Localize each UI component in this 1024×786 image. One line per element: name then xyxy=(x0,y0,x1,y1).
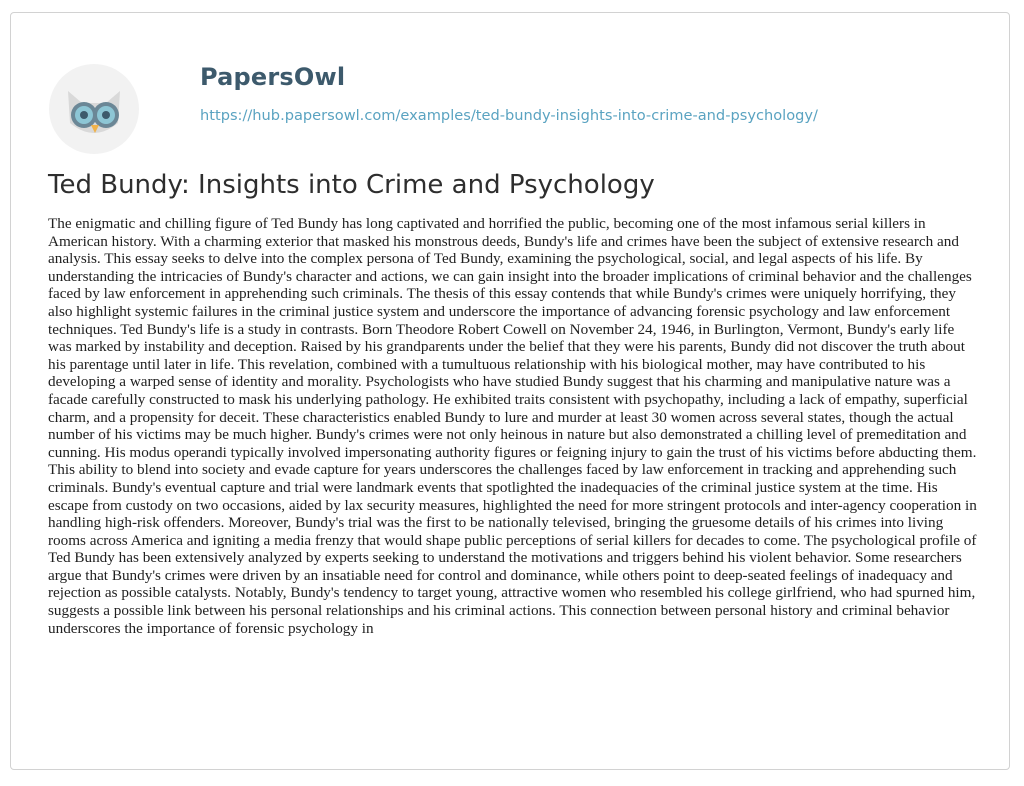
essay-body: The enigmatic and chilling figure of Ted Bundy has long captivated and horrified the public, becoming one of the most infamous serial killers in American history. With a charming exterior that masked his monstrous deeds, Bundy's life and crimes have been the subject of extensive research and analysis. This essay seeks to delve into the complex persona of Ted Bundy, examining the psychological, social, and legal aspects of his life. By understanding the intricacies of Bundy's character and actions, we can gain insight into the broader implications of criminal behavior and the challenges faced by law enforcement in apprehending such criminals. The thesis of this essay contends that while Bundy's crimes were uniquely horrifying, they also highlight systemic failures in the criminal justice system and underscore the importance of advancing forensic psychology and law enforcement techniques. Ted Bundy's life is a study in contrasts. Born Theodore Robert Cowell on November 24, 1946, in Burlington, Vermont, Bundy's early life was marked by instability and deception. Raised by his grandparents under the belief that they were his parents, Bundy did not discover the truth about his parentage until later in life. This revelation, combined with a tumultuous relationship with his biological mother, may have contributed to his developing a warped sense of identity and morality. Psychologists who have studied Bundy suggest that his charming and manipulative nature was a facade carefully constructed to mask his underlying pathology. He exhibited traits consistent with psychopathy, including a lack of empathy, superficial charm, and a propensity for deceit. These characteristics enabled Bundy to lure and murder at least 30 women across several states, though the actual number of his victims may be much higher. Bundy's crimes were not only heinous in nature but also demonstrated a chilling level of premeditation and cunning. His modus operandi typically involved impersonating authority figures or feigning injury to gain the trust of his victims before abducting them. This ability to blend into society and evade capture for years underscores the challenges faced by law enforcement in tracking and apprehending such criminals. Bundy's eventual capture and trial were landmark events that spotlighted the inadequacies of the criminal justice system at the time. His escape from custody on two occasions, aided by lax security measures, highlighted the need for more stringent protocols and inter-agency cooperation in handling high-risk offenders. Moreover, Bundy's trial was the first to be nationally televised, bringing the gruesome details of his crimes into living rooms across America and igniting a media frenzy that would shape public perceptions of serial killers for decades to come. The psychological profile of Ted Bundy has been extensively analyzed by experts seeking to understand the motivations and triggers behind his violent behavior. Some researchers argue that Bundy's crimes were driven by an insatiable need for control and dominance, while others point to deep-seated feelings of inadequacy and rejection as possible catalysts. Notably, Bundy's tendency to target young, attractive women who resembled his college girlfriend, who had spurned him, suggests a possible link between his personal relationships and his criminal actions. This connection between personal history and criminal behavior underscores the importance of forensic psychology in xyxy=(48,215,977,637)
owl-logo-icon xyxy=(48,63,140,155)
source-url-link[interactable]: https://hub.papersowl.com/examples/ted-bundy-insights-into-crime-and-psychology/ xyxy=(200,107,818,124)
site-header xyxy=(48,55,948,135)
page-title: Ted Bundy: Insights into Crime and Psychology xyxy=(48,170,655,200)
brand-name: PapersOwl xyxy=(200,63,346,91)
